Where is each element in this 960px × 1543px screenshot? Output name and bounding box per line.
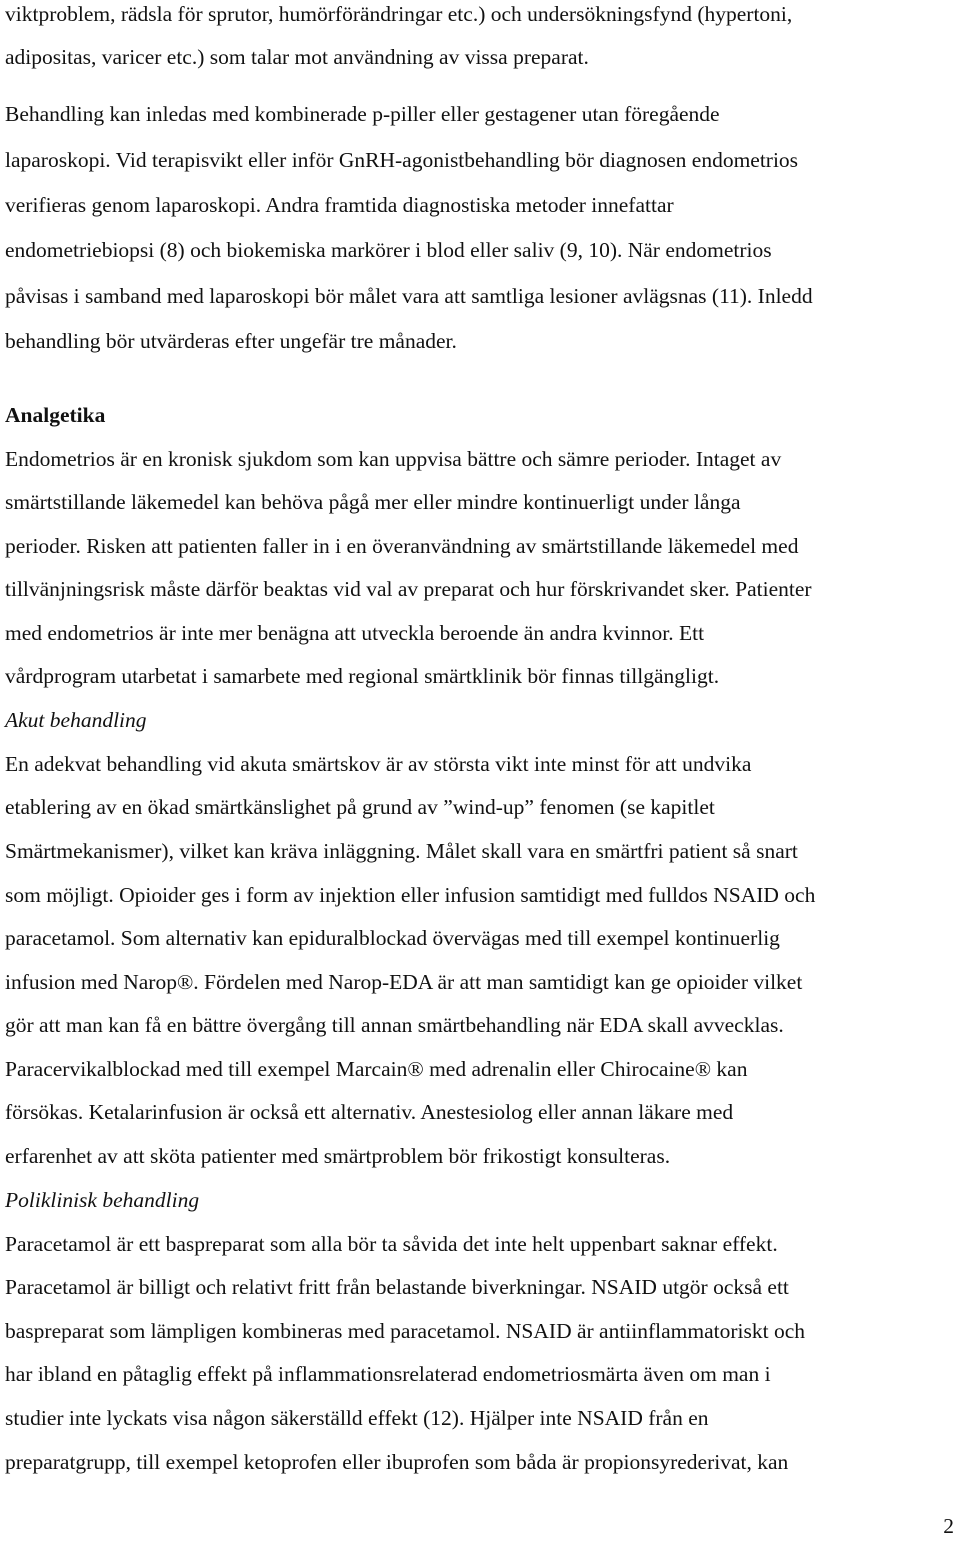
text-line: preparatgrupp, till exempel ketoprofen eller ibuprofen som båda är propionsyrederivat, kan [5, 1450, 789, 1474]
text-line: Smärtmekanismer), vilket kan kräva inläggning. Målet skall vara en smärtfri patient så snart [5, 839, 798, 863]
text-line: Endometrios är en kronisk sjukdom som kan uppvisa bättre och sämre perioder. Intaget av [5, 447, 782, 471]
text-line: baspreparat som lämpligen kombineras med paracetamol. NSAID är antiinflammatoriskt och [5, 1319, 806, 1343]
text-line: etablering av en ökad smärtkänslighet på grund av ”wind-up” fenomen (se kapitlet [5, 795, 715, 819]
text-line: tillvänjningsrisk måste därför beaktas vid val av preparat och hur förskrivandet sker. Patienter [5, 577, 812, 601]
text-line: smärtstillande läkemedel kan behöva pågå mer eller mindre kontinuerligt under långa [5, 490, 741, 514]
text-line: laparoskopi. Vid terapisvikt eller inför GnRH-agonistbehandling bör diagnosen endometrios [5, 148, 799, 172]
text-line: Paracervikalblockad med till exempel Marcain® med adrenalin eller Chirocaine® kan [5, 1057, 748, 1081]
text-line: behandling bör utvärderas efter ungefär tre månader. [5, 329, 457, 353]
text-line: med endometrios är inte mer benägna att utveckla beroende än andra kvinnor. Ett [5, 621, 705, 645]
text-line: försökas. Ketalarinfusion är också ett alternativ. Anestesiolog eller annan läkare med [5, 1100, 734, 1124]
text-line: viktproblem, rädsla för sprutor, humörförändringar etc.) och undersökningsfynd (hypertoni, [5, 2, 793, 26]
text-line: En adekvat behandling vid akuta smärtskov är av största vikt inte minst för att undvika [5, 752, 752, 776]
page-number: 2 [943, 1514, 954, 1538]
text-line: perioder. Risken att patienten faller in i en överanvändning av smärtstillande läkemedel med [5, 534, 799, 558]
text-line: studier inte lyckats visa någon säkerställd effekt (12). Hjälper inte NSAID från en [5, 1406, 709, 1430]
text-line: som möjligt. Opioider ges i form av injektion eller infusion samtidigt med fulldos NSAID och [5, 883, 816, 907]
text-line: infusion med Narop®. Fördelen med Narop-EDA är att man samtidigt kan ge opioider vilket [5, 970, 803, 994]
text-line: har ibland en påtaglig effekt på inflammationsrelaterad endometriosmärta även om man i [5, 1362, 771, 1386]
text-line: gör att man kan få en bättre övergång till annan smärtbehandling när EDA skall avvecklas. [5, 1013, 784, 1037]
text-line: endometriebiopsi (8) och biokemiska markörer i blod eller saliv (9, 10). När endometrios [5, 238, 772, 262]
text-line: Behandling kan inledas med kombinerade p-piller eller gestagener utan föregående [5, 102, 720, 126]
text-line: erfarenhet av att sköta patienter med smärtproblem bör frikostigt konsulteras. [5, 1144, 671, 1168]
subsection-heading: Akut behandling [5, 708, 147, 732]
text-line: påvisas i samband med laparoskopi bör målet vara att samtliga lesioner avlägsnas (11). Inledd [5, 284, 813, 308]
text-line: Paracetamol är ett baspreparat som alla bör ta såvida det inte helt uppenbart saknar effekt. [5, 1232, 778, 1256]
text-line: paracetamol. Som alternativ kan epiduralblockad övervägas med till exempel kontinuerlig [5, 926, 780, 950]
text-line: verifieras genom laparoskopi. Andra framtida diagnostiska metoder innefattar [5, 193, 674, 217]
text-line: adipositas, varicer etc.) som talar mot användning av vissa preparat. [5, 45, 589, 69]
text-line: vårdprogram utarbetat i samarbete med regional smärtklinik bör finnas tillgängligt. [5, 664, 720, 688]
text-line: Paracetamol är billigt och relativt fritt från belastande biverkningar. NSAID utgör också ett [5, 1275, 789, 1299]
subsection-heading: Poliklinisk behandling [5, 1188, 200, 1212]
section-heading: Analgetika [5, 403, 106, 427]
